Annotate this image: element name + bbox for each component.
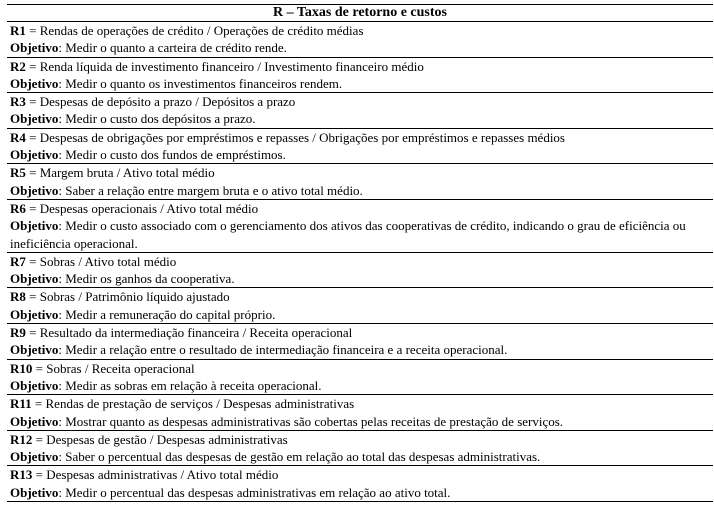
indicator-code: R1 <box>10 23 26 38</box>
indicator-objective-line <box>10 413 711 430</box>
table-row <box>7 58 713 94</box>
objective-label: Objetivo <box>10 218 59 234</box>
table-row <box>7 431 713 467</box>
indicator-code: R11 <box>10 396 32 412</box>
objective-label: Objetivo <box>10 306 59 322</box>
indicator-code: R10 <box>10 360 33 376</box>
table-row <box>7 129 713 165</box>
table-title: R – Taxas de retorno e custos <box>7 5 713 22</box>
indicator-formula: = Despesas de gestão / Despesas administrativas <box>32 431 288 447</box>
table-row <box>7 253 713 289</box>
objective-text: : Saber a relação entre margem bruta e o ativo total médio. <box>58 182 363 198</box>
indicator-objective-line <box>10 270 711 287</box>
indicator-objective-line <box>10 377 711 394</box>
indicator-objective-line <box>10 484 711 501</box>
table-rows <box>7 22 713 501</box>
indicator-formula: = Despesas administrativas / Ativo total médio <box>32 467 279 483</box>
indicator-code: R6 <box>10 200 26 216</box>
indicator-formula-line <box>10 431 711 448</box>
table-row <box>7 466 713 501</box>
indicator-code: R7 <box>10 253 26 269</box>
indicator-formula: = Despesas operacionais / Ativo total médio <box>25 200 259 216</box>
indicator-formula-line <box>10 129 711 146</box>
indicator-formula: = Margem bruta / Ativo total médio <box>25 165 215 181</box>
indicator-formula-line <box>10 288 711 305</box>
indicator-objective-line <box>10 110 711 127</box>
indicator-formula: = Renda líquida de investimento financeiro / Investimento financeiro médio <box>25 58 424 74</box>
objective-text: : Medir o custo associado com o gerenciamento dos ativos das cooperativas de crédito, indicando o grau de eficiência ou ineficiência operacional. <box>10 218 686 251</box>
objective-label: Objetivo <box>10 111 59 127</box>
objective-text: : Medir o quanto os investimentos financeiros rendem. <box>58 75 343 91</box>
indicator-formula: = Rendas de prestação de serviços / Despesas administrativas <box>31 396 355 412</box>
table-row <box>7 288 713 324</box>
indicator-formula-line <box>10 22 711 39</box>
indicator-code: R9 <box>10 325 26 341</box>
indicator-objective-line <box>10 341 711 358</box>
indicator-formula: = Despesas de obrigações por empréstimos e repasses / Obrigações por empréstimos e repasses médios <box>25 129 565 145</box>
table-row <box>7 324 713 360</box>
objective-label: Objetivo <box>10 40 59 56</box>
indicator-objective-line <box>10 146 711 163</box>
indicator-formula: = Sobras / Ativo total médio <box>25 253 177 269</box>
objective-label: Objetivo <box>10 413 59 429</box>
indicator-formula-line <box>10 324 711 341</box>
indicator-objective-line <box>10 39 711 56</box>
indicators-table <box>7 4 713 502</box>
objective-text: : Medir as sobras em relação à receita operacional. <box>58 377 322 393</box>
indicator-formula-line <box>10 200 711 217</box>
table-row <box>7 164 713 200</box>
indicator-formula-line <box>10 395 711 412</box>
indicator-code: R5 <box>10 165 26 181</box>
indicator-code: R13 <box>10 467 33 483</box>
indicator-code: R12 <box>10 431 33 447</box>
objective-label: Objetivo <box>10 342 59 358</box>
objective-label: Objetivo <box>10 182 59 198</box>
table-row <box>7 22 713 58</box>
indicator-formula-line <box>10 58 711 75</box>
objective-text: : Medir o quanto a carteira de crédito rende. <box>58 40 287 56</box>
table-row <box>7 360 713 396</box>
indicator-objective-line <box>10 217 711 252</box>
objective-label: Objetivo <box>10 271 59 287</box>
table-row <box>7 93 713 129</box>
indicator-objective-line <box>10 448 711 465</box>
objective-label: Objetivo <box>10 484 59 500</box>
indicator-formula-line <box>10 164 711 181</box>
indicator-formula-line <box>10 253 711 270</box>
indicator-formula-line <box>10 360 711 377</box>
indicator-code: R8 <box>10 289 26 305</box>
indicator-formula-line <box>10 466 711 483</box>
objective-text: : Medir o custo dos depósitos a prazo. <box>58 111 256 127</box>
objective-text: : Mostrar quanto as despesas administrativas são cobertas pelas receitas de prestação de serviços. <box>58 413 564 429</box>
indicator-formula-line <box>10 93 711 110</box>
objective-label: Objetivo <box>10 449 59 465</box>
table-row <box>7 200 713 253</box>
objective-text: : Saber o percentual das despesas de gestão em relação ao total das despesas administrativas. <box>58 449 541 465</box>
indicator-objective-line <box>10 182 711 199</box>
objective-label: Objetivo <box>10 75 59 91</box>
objective-text: : Medir o percentual das despesas administrativas em relação ao ativo total. <box>58 484 451 500</box>
table-row <box>7 395 713 431</box>
indicator-formula: = Resultado da intermediação financeira / Receita operacional <box>25 325 353 341</box>
indicator-formula: = Sobras / Patrimônio líquido ajustado <box>25 289 230 305</box>
objective-text: : Medir o custo dos fundos de empréstimos. <box>58 147 286 163</box>
objective-text: : Medir a remuneração do capital próprio. <box>58 306 276 322</box>
indicator-code: R3 <box>10 94 26 110</box>
indicator-code: R2 <box>10 58 26 74</box>
objective-label: Objetivo <box>10 377 59 393</box>
indicator-formula: = Despesas de depósito a prazo / Depósitos a prazo <box>25 94 296 110</box>
objective-text: : Medir a relação entre o resultado de intermediação financeira e a receita operacional. <box>58 342 508 358</box>
indicator-formula: = Rendas de operações de crédito / Operações de crédito médias <box>25 23 364 38</box>
objective-label: Objetivo <box>10 147 59 163</box>
indicator-objective-line <box>10 306 711 323</box>
objective-text: : Medir os ganhos da cooperativa. <box>58 271 235 287</box>
indicator-objective-line <box>10 75 711 92</box>
indicator-formula: = Sobras / Receita operacional <box>32 360 195 376</box>
indicator-code: R4 <box>10 129 26 145</box>
